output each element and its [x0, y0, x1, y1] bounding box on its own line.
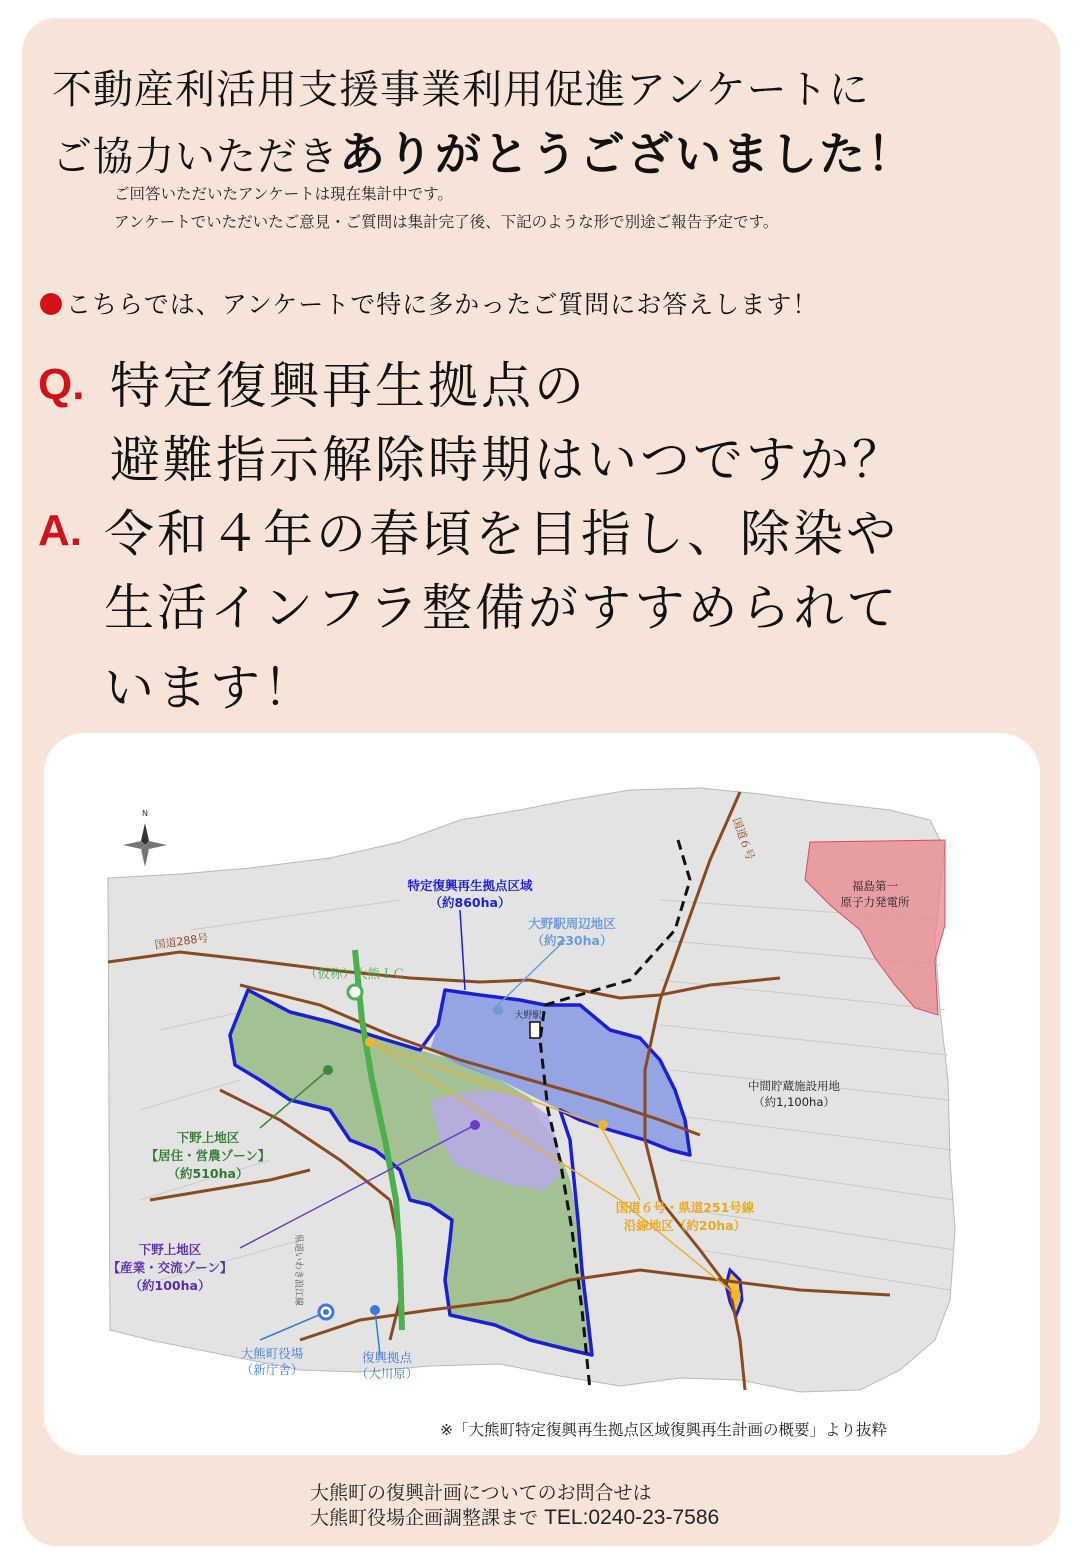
- station-area-dot: [493, 1005, 503, 1015]
- residential-label-3: （約510ha）: [167, 1166, 249, 1181]
- header-title-normal: ご協力いただき: [52, 134, 339, 180]
- station-label: 大野駅: [514, 1011, 542, 1021]
- residential-label-1: 下野上地区: [176, 1130, 240, 1145]
- footer-dept: 大熊町役場企画調整課まで: [310, 1507, 539, 1529]
- header-note-2: アンケートでいただいたご意見・ご質問は集計完了後、下記のような形で別途ご報告予定です。: [114, 213, 779, 231]
- north-arrow-icon: [123, 823, 167, 867]
- reconstruction-map: [100, 780, 980, 1400]
- industrial-label-3: （約100ha）: [129, 1278, 211, 1293]
- header-title-line2: [52, 118, 915, 184]
- route-area-dot-1: [365, 1037, 375, 1047]
- fukko-label-1: 復興拠点: [361, 1350, 413, 1365]
- townhall-label-2: （新庁舎）: [240, 1362, 304, 1377]
- route-area-dot-2: [598, 1120, 608, 1130]
- townhall-marker-center: [323, 1309, 329, 1315]
- route288-label: 国道288号: [153, 931, 210, 952]
- question-line-2: 避難指示解除時期はいつですか？: [110, 431, 905, 489]
- intro-text: [40, 285, 818, 321]
- npp-label-1: 福島第一: [852, 879, 898, 893]
- prefroad-label: 県道いわき浪江線: [293, 1233, 303, 1307]
- answer-mark-label: A.: [38, 506, 82, 555]
- industrial-dot: [470, 1120, 480, 1130]
- zone-title-label: 特定復興再生拠点区域: [407, 878, 533, 893]
- route-area-label-2: 沿線地区（約20ha）: [623, 1218, 747, 1233]
- answer-line-1: 令和４年の春頃を目指し、除染や: [104, 505, 899, 563]
- footer-line-2: [310, 1503, 719, 1530]
- route-area-dot-3: [731, 1290, 741, 1300]
- header-title-bold: ありがとうございました！: [339, 127, 915, 181]
- storage-label-2: （約1,100ha）: [753, 1095, 835, 1109]
- industrial-label-1: 下野上地区: [138, 1242, 202, 1257]
- header-note-1: ご回答いただいたアンケートは現在集計中です。: [114, 185, 453, 203]
- station-icon: [530, 1022, 540, 1038]
- question-mark-label: Q.: [38, 360, 85, 409]
- residential-dot: [323, 1065, 333, 1075]
- map-caption: ※「大熊町特定復興再生拠点区域復興再生計画の概要」より抜粋: [440, 1421, 887, 1439]
- station-area-label: 大野駅周辺地区: [528, 916, 616, 931]
- red-dot-icon: [40, 293, 62, 315]
- fukko-label-2: （大川原）: [355, 1366, 419, 1381]
- ic-marker: [348, 985, 362, 999]
- answer-line-3: います！: [104, 659, 316, 717]
- footer-tel: TEL:0240-23-7586: [544, 1506, 720, 1529]
- route-area-label-1: 国道６号・県道251号線: [615, 1200, 755, 1215]
- ic-label: （仮称）大熊ＩＣ: [304, 966, 406, 981]
- zone-area-label: （約860ha）: [429, 895, 511, 910]
- residential-label-2: 【居住・営農ゾーン】: [145, 1148, 271, 1163]
- townhall-label-1: 大熊町役場: [240, 1346, 304, 1361]
- station-area-size-label: （約230ha）: [531, 933, 613, 948]
- intro-label: こちらでは、アンケートで特に多かったご質問にお答えします！: [66, 290, 819, 319]
- route6-label: 国道６号: [729, 815, 757, 862]
- header-title-line1: 不動産利活用支援事業利用促進アンケートに: [52, 67, 870, 113]
- north-label: N: [142, 809, 148, 818]
- answer-line-2: 生活インフラ整備がすすめられて: [104, 579, 900, 637]
- industrial-label-2: 【産業・交流ゾーン】: [107, 1260, 233, 1275]
- footer-line-1: 大熊町の復興計画についてのお問合せは: [310, 1482, 652, 1504]
- question-line-1: 特定復興再生拠点の: [110, 357, 587, 415]
- fukko-dot: [370, 1305, 380, 1315]
- npp-label-2: 原子力発電所: [840, 895, 910, 909]
- storage-label-1: 中間貯蔵施設用地: [748, 1079, 840, 1093]
